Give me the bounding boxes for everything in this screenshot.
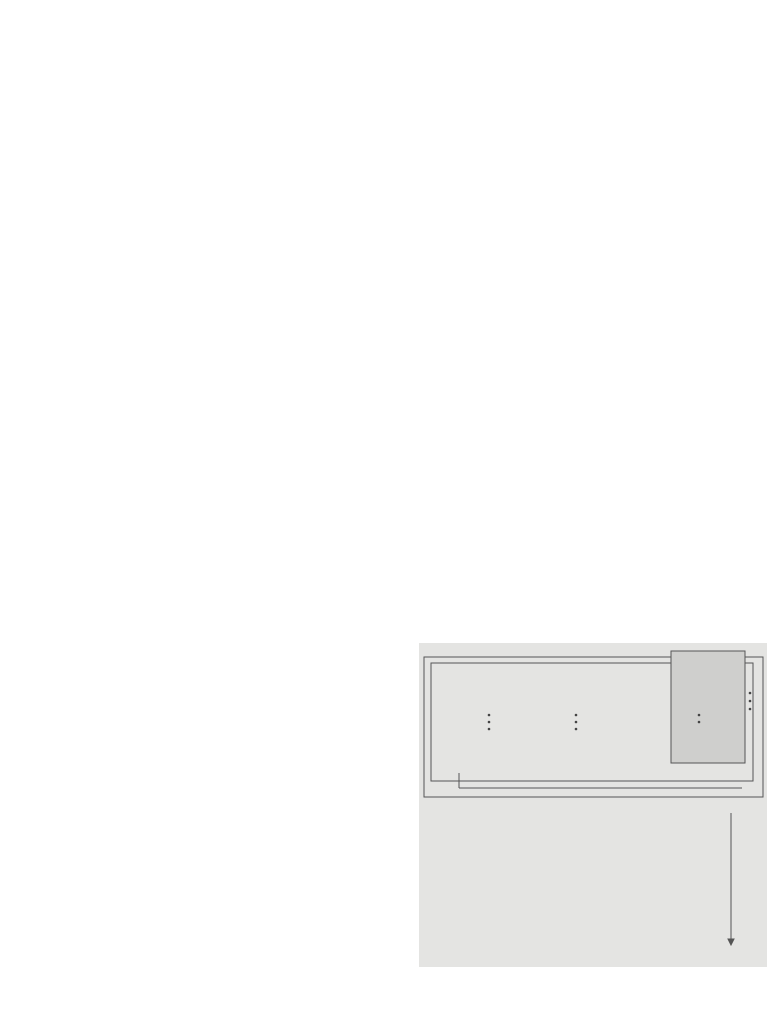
shared-memory-block (671, 651, 745, 763)
mimd-figure (419, 643, 767, 967)
mimd-diagram (419, 643, 767, 967)
